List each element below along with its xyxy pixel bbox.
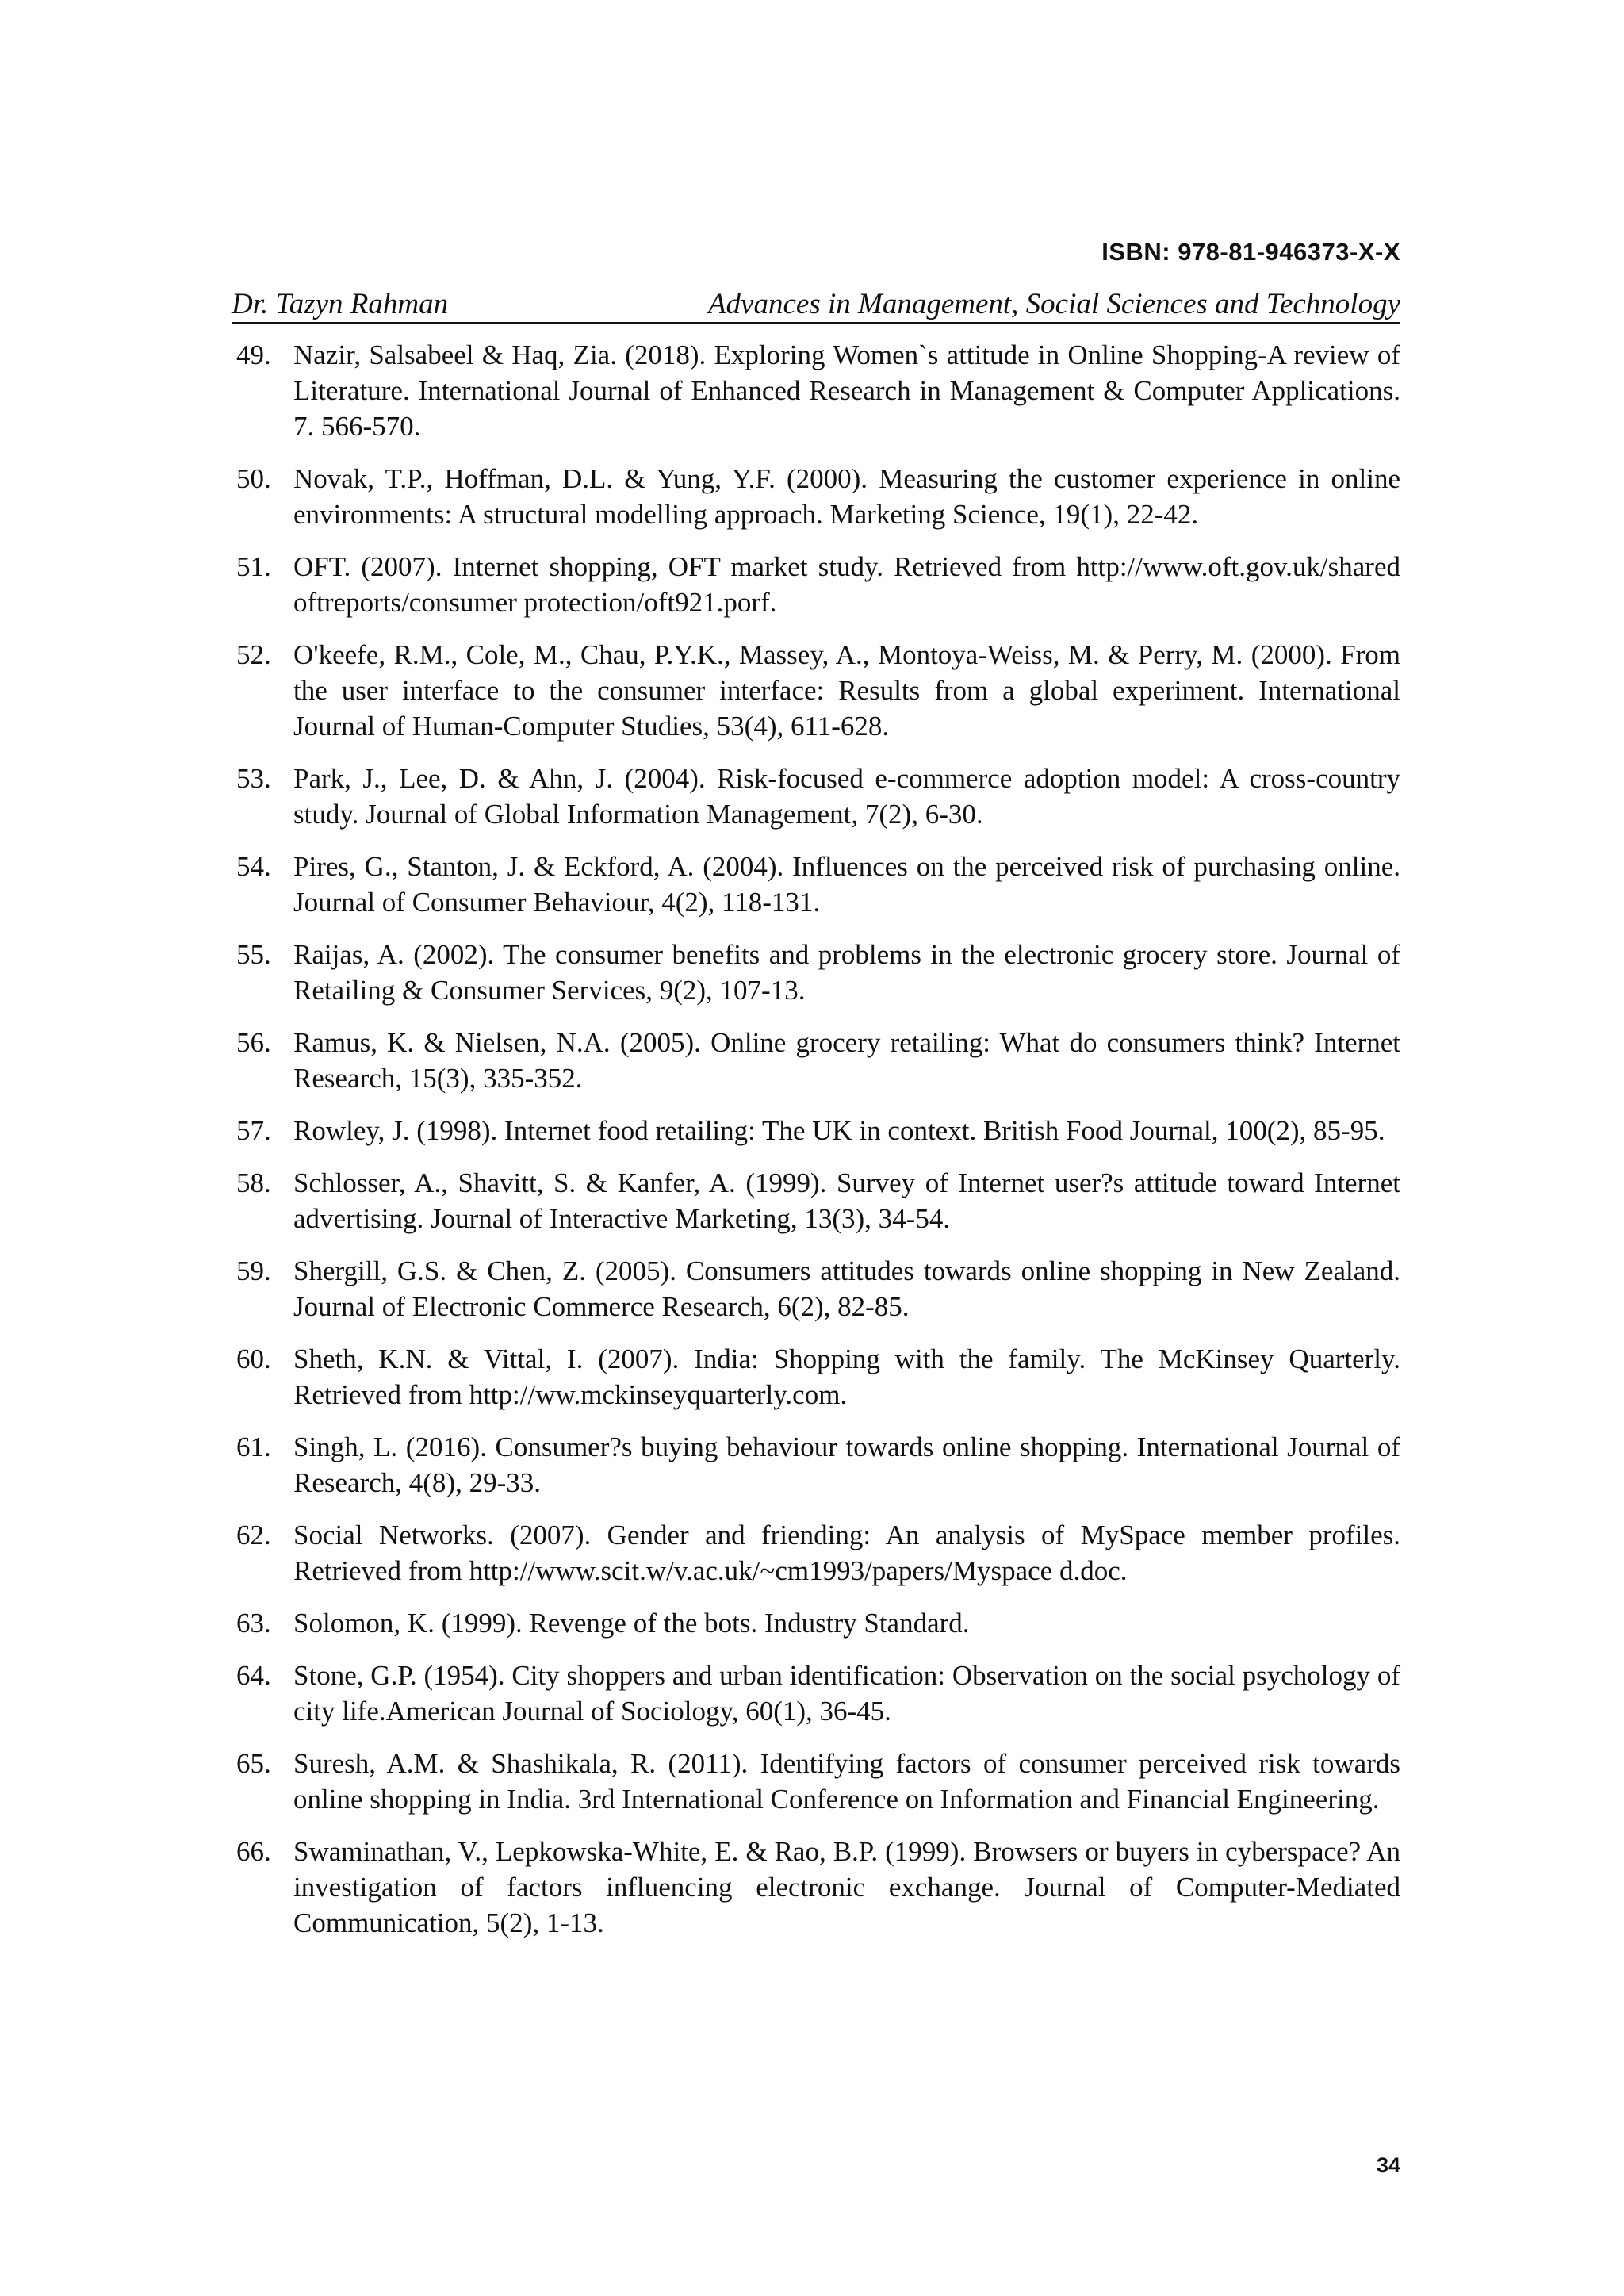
reference-item <box>232 1658 1400 1729</box>
reference-text: Stone, G.P. (1954). City shoppers and urban identification: Observation on the social psychology of city life.American Journal of Sociology, 60(1), 36-45. <box>293 1660 1400 1727</box>
reference-text: Swaminathan, V., Lepkowska-White, E. & Rao, B.P. (1999). Browsers or buyers in cyberspace? An investigation of factors influencing electronic exchange. Journal of Computer-Mediated Communication, 5(2), 1-13. <box>293 1836 1400 1938</box>
reference-number: 63. <box>236 1608 271 1639</box>
reference-item <box>232 1429 1400 1501</box>
reference-number: 53. <box>236 763 271 794</box>
reference-item <box>232 1605 1400 1641</box>
reference-text: Singh, L. (2016). Consumer?s buying behaviour towards online shopping. International Journal of Research, 4(8), 29-33. <box>293 1432 1400 1498</box>
reference-number: 57. <box>236 1115 271 1146</box>
reference-item <box>232 461 1400 532</box>
page-number: 34 <box>1376 2153 1400 2177</box>
reference-number: 50. <box>236 463 271 494</box>
reference-item <box>232 1113 1400 1148</box>
reference-text: Nazir, Salsabeel & Haq, Zia. (2018). Exploring Women`s attitude in Online Shopping-A review of Literature. International Journal of Enhanced Research in Management & Computer Applications. 7. 566-570. <box>293 339 1400 442</box>
reference-number: 59. <box>236 1255 271 1286</box>
reference-item <box>232 1341 1400 1412</box>
reference-number: 52. <box>236 639 271 670</box>
reference-item <box>232 937 1400 1008</box>
reference-item <box>232 1253 1400 1324</box>
reference-number: 56. <box>236 1027 271 1058</box>
reference-item <box>232 1025 1400 1096</box>
reference-text: Schlosser, A., Shavitt, S. & Kanfer, A. (1999). Survey of Internet user?s attitude toward Internet advertising. Journal of Interactive Marketing, 13(3), 34-54. <box>293 1167 1400 1234</box>
header-book-title: Advances in Management, Social Sciences and Technology <box>707 288 1400 320</box>
reference-text: Park, J., Lee, D. & Ahn, J. (2004). Risk-focused e-commerce adoption model: A cross-country study. Journal of Global Information Management, 7(2), 6-30. <box>293 763 1400 830</box>
reference-text: Suresh, A.M. & Shashikala, R. (2011). Identifying factors of consumer perceived risk towards online shopping in India. 3rd International Conference on Information and Financial Engineering. <box>293 1748 1400 1815</box>
reference-list <box>232 337 1400 1957</box>
reference-number: 61. <box>236 1432 271 1462</box>
reference-text: Rowley, J. (1998). Internet food retailing: The UK in context. British Food Journal, 100(2), 85-95. <box>293 1115 1385 1146</box>
reference-number: 55. <box>236 939 271 970</box>
reference-text: Solomon, K. (1999). Revenge of the bots. Industry Standard. <box>293 1608 970 1639</box>
reference-text: Social Networks. (2007). Gender and friending: An analysis of MySpace member profiles. Retrieved from http://www.scit.w/v.ac.uk/~cm1993/papers/Myspace d.doc. <box>293 1520 1400 1586</box>
reference-number: 58. <box>236 1167 271 1198</box>
reference-text: Novak, T.P., Hoffman, D.L. & Yung, Y.F. (2000). Measuring the customer experience in online environments: A structural modelling approach. Marketing Science, 19(1), 22-42. <box>293 463 1400 530</box>
reference-text: Raijas, A. (2002). The consumer benefits and problems in the electronic grocery store. Journal of Retailing & Consumer Services, 9(2), 107-13. <box>293 939 1400 1006</box>
reference-item <box>232 1517 1400 1589</box>
reference-text: Shergill, G.S. & Chen, Z. (2005). Consumers attitudes towards online shopping in New Zealand. Journal of Electronic Commerce Research, 6(2), 82-85. <box>293 1255 1400 1322</box>
reference-number: 66. <box>236 1836 271 1867</box>
reference-text: Sheth, K.N. & Vittal, I. (2007). India: Shopping with the family. The McKinsey Quarterly. Retrieved from http://ww.mckinseyquarterly.com. <box>293 1343 1400 1410</box>
reference-number: 62. <box>236 1520 271 1550</box>
reference-item <box>232 1165 1400 1236</box>
running-header <box>232 287 1400 324</box>
reference-number: 64. <box>236 1660 271 1691</box>
reference-number: 49. <box>236 339 271 370</box>
reference-number: 65. <box>236 1748 271 1779</box>
reference-item <box>232 761 1400 832</box>
isbn-label: ISBN: 978-81-946373-X-X <box>1101 238 1400 266</box>
reference-text: Ramus, K. & Nielsen, N.A. (2005). Online grocery retailing: What do consumers think? Internet Research, 15(3), 335-352. <box>293 1027 1400 1094</box>
reference-item <box>232 337 1400 444</box>
header-author: Dr. Tazyn Rahman <box>232 288 449 320</box>
reference-number: 54. <box>236 851 271 882</box>
reference-number: 51. <box>236 551 271 582</box>
reference-text: Pires, G., Stanton, J. & Eckford, A. (2004). Influences on the perceived risk of purchasing online. Journal of Consumer Behaviour, 4(2), 118-131. <box>293 851 1400 918</box>
reference-item <box>232 549 1400 620</box>
reference-item <box>232 637 1400 744</box>
reference-number: 60. <box>236 1343 271 1374</box>
reference-text: O'keefe, R.M., Cole, M., Chau, P.Y.K., Massey, A., Montoya-Weiss, M. & Perry, M. (2000). From the user interface to the consumer interface: Results from a global experiment. International Journal of Human-Computer Studies, 53(4), 611-628. <box>293 639 1400 742</box>
reference-text: OFT. (2007). Internet shopping, OFT market study. Retrieved from http://www.oft.gov.uk/shared oftreports/consumer protection/oft921.porf. <box>293 551 1400 618</box>
reference-item <box>232 1834 1400 1941</box>
reference-item <box>232 849 1400 920</box>
reference-item <box>232 1746 1400 1817</box>
